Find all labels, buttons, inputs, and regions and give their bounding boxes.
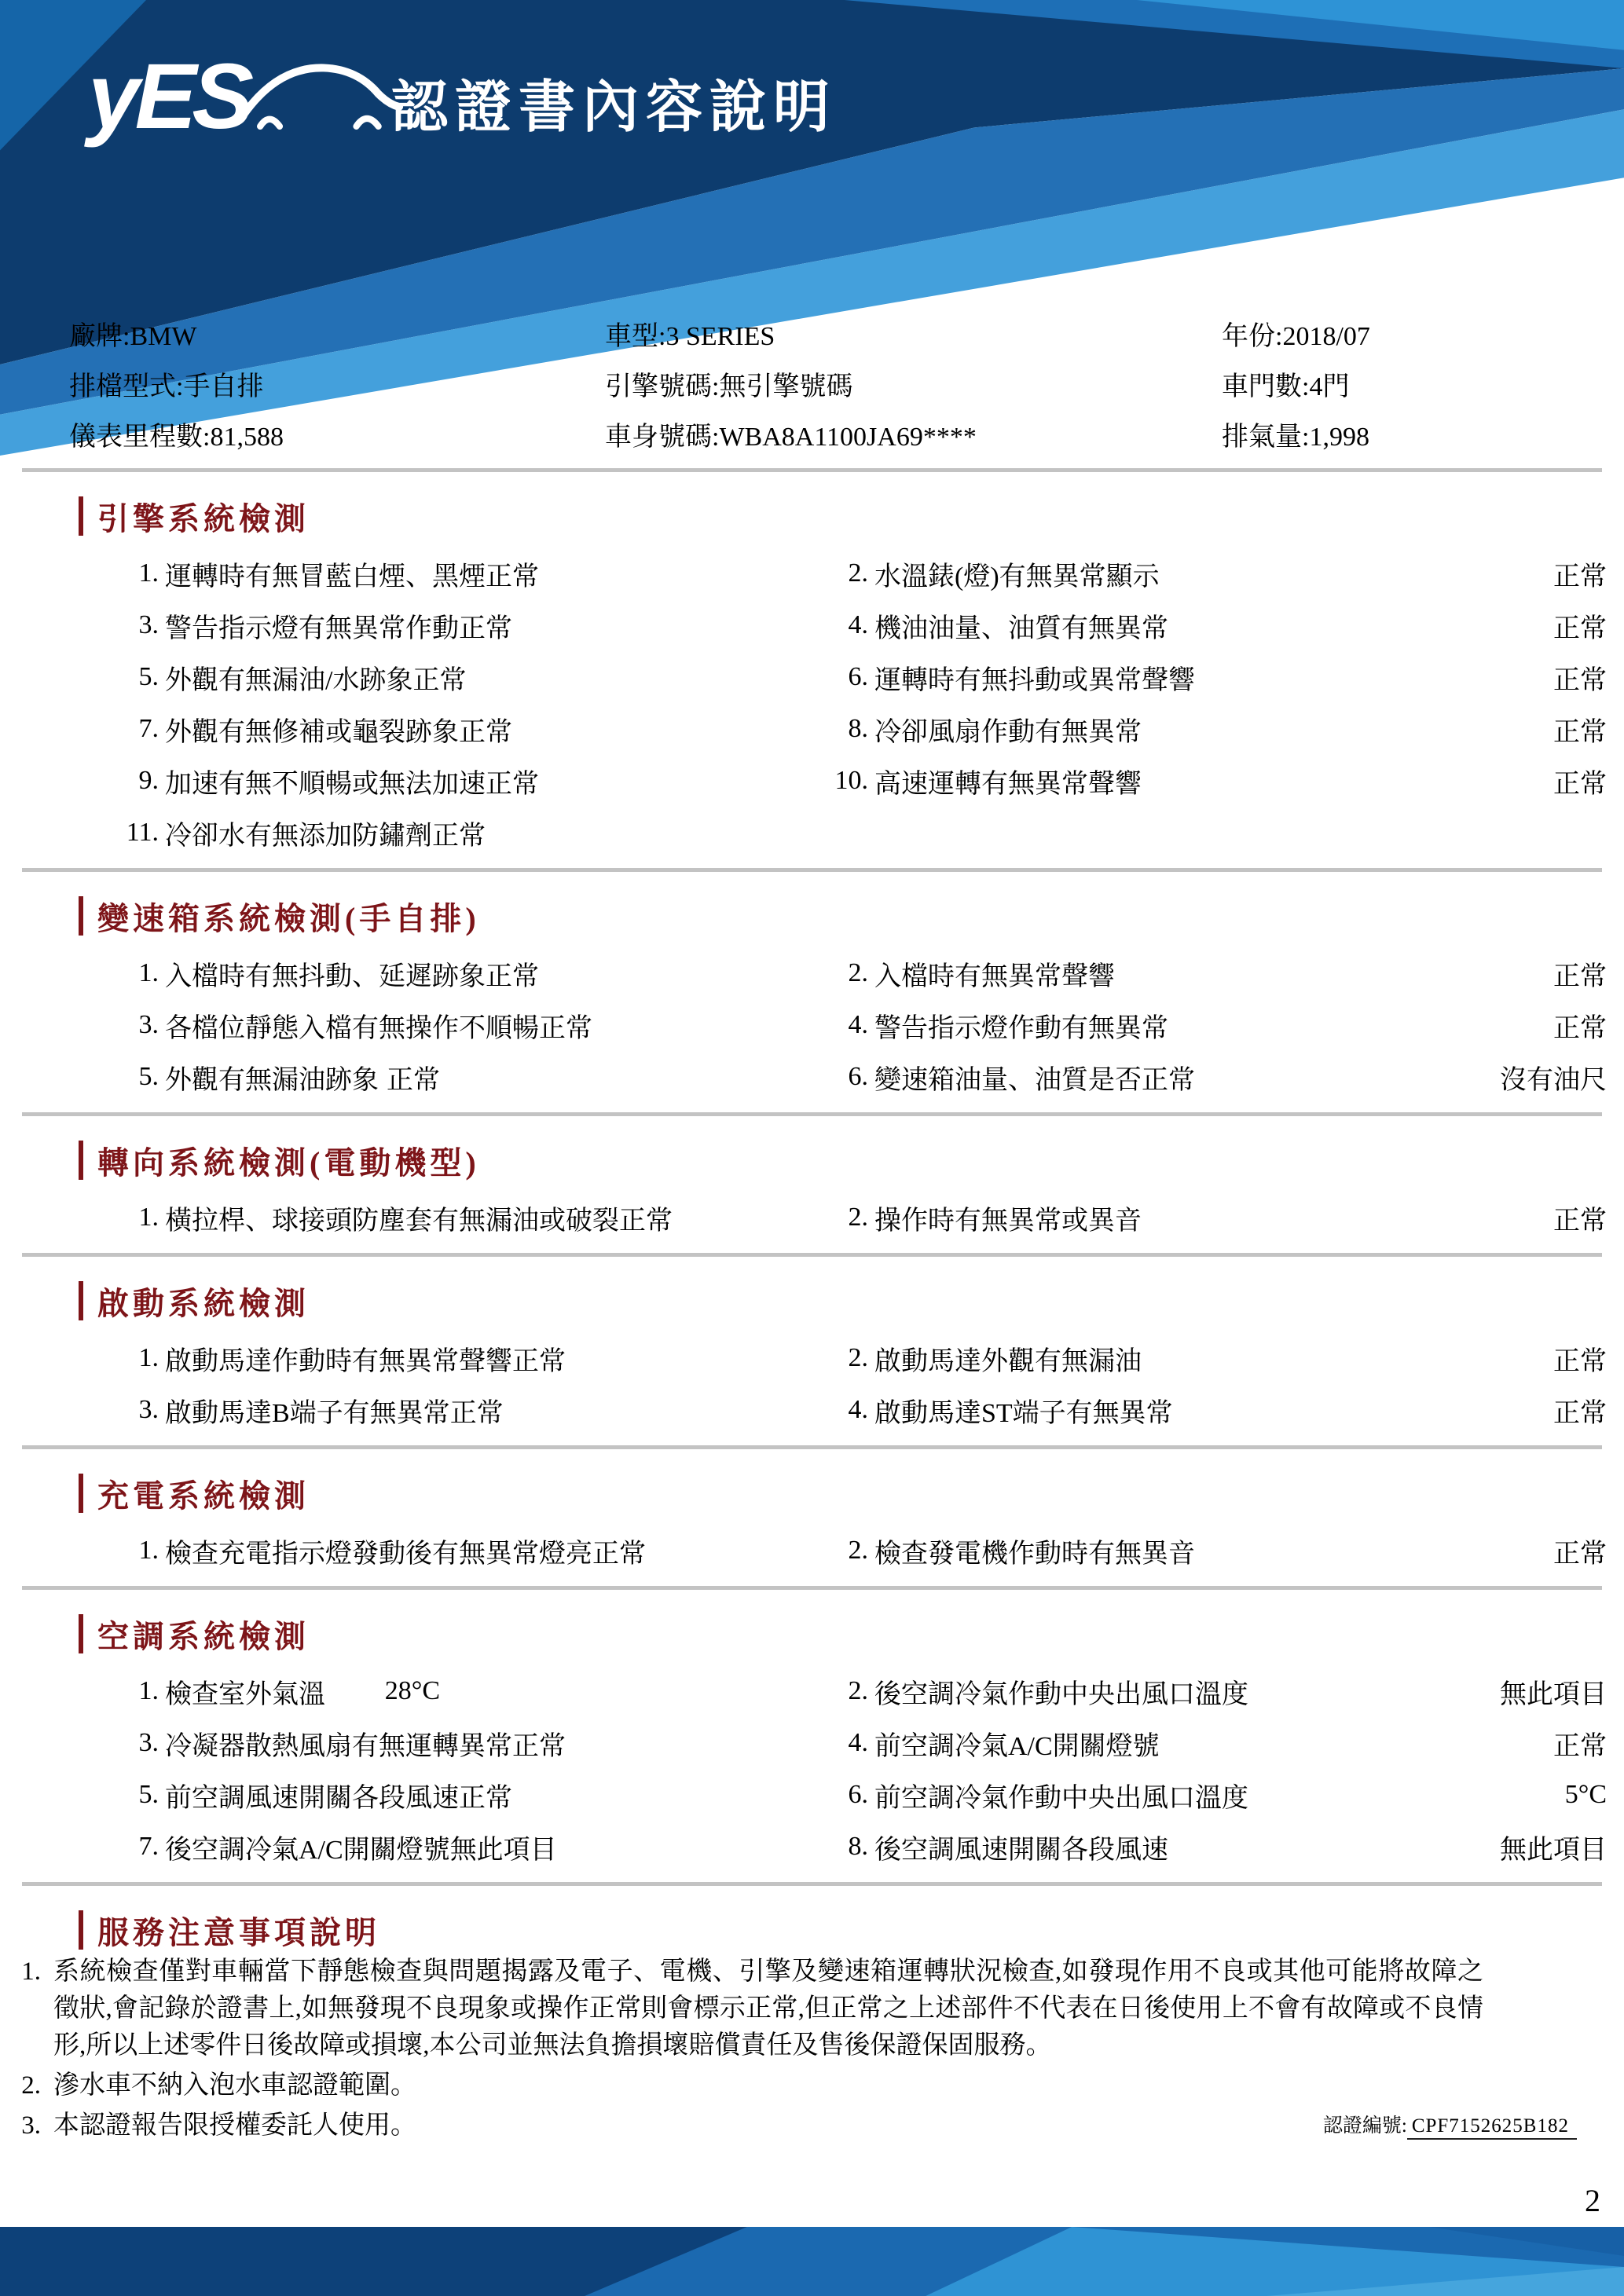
page-title: 認證書內容說明 [391,76,838,139]
inspection-result: 正常 [1553,961,1607,991]
item-number: 3. [138,1395,159,1424]
item-text: 入檔時有無抖動、延遲跡象 [165,961,486,991]
inspection-item [0,762,539,800]
inspection-result: 正常 [1553,613,1607,643]
inspection-result: 正常 [486,961,539,991]
inspection-result: 正常 [1553,1013,1607,1043]
inspection-item [0,710,512,749]
inspection-result: 正常 [1553,1206,1607,1236]
item-number: 1. [138,558,159,588]
item-text: 加速有無不順暢或無法加速 [165,769,486,799]
certificate-number: CPF7152625B182 [1407,2115,1577,2140]
item-text: 運轉時有無抖動或異常聲響 [874,665,1195,695]
section-rows [0,1665,1624,1873]
item-text: 後空調冷氣作動中央出風口溫度 [874,1679,1248,1709]
item-text: 前空調冷氣A/C開關燈號 [874,1731,1160,1761]
section-header [79,1473,1624,1514]
inspection-item [0,1532,646,1570]
section-header [79,1280,1624,1321]
vehicle-info-field: 車身號碼:WBA8A1100JA69**** [605,422,977,452]
inspection-item [0,555,539,593]
item-number: 3. [138,1010,159,1039]
item-number: 1. [138,1203,159,1232]
inspection-result: 正常 [486,562,539,591]
item-number: 5. [138,1062,159,1091]
item-number: 2. [848,958,868,987]
section-header [79,1140,1624,1181]
inspection-result: 正常 [619,1206,673,1236]
inspection-result: 5°C [1564,1780,1607,1809]
inspection-result: 無此項目 [449,1835,557,1865]
inspection-sections [0,496,1624,1886]
item-number: 7. [138,714,159,743]
inspection-item [0,1828,557,1866]
item-text: 冷卻水有無添加防鏽劑 [165,821,432,851]
inspection-row [0,999,1624,1051]
inspection-item [0,814,486,852]
inspection-item [0,1339,566,1378]
item-number: 4. [848,1395,868,1424]
inspection-row [0,755,1624,807]
inspection-result: 正常 [1553,1398,1607,1428]
vehicle-info-row [69,408,1624,459]
inspection-item [440,555,1607,593]
item-number: 1. [138,1343,159,1372]
divider-line [22,1882,1602,1886]
item-number: 11. [126,818,159,847]
inspection-result: 正常 [412,665,467,695]
inspection-row [0,1717,1624,1769]
inspection-row [0,1051,1624,1103]
item-text: 橫拉桿、球接頭防塵套有無漏油或破裂 [165,1206,619,1236]
section-rows [0,1525,1624,1576]
section-accent-bar [79,896,83,936]
inspection-row [0,1665,1624,1717]
vehicle-info-field: 車型:3 SERIES [605,321,775,351]
inspection-item [440,1391,1607,1430]
item-text: 啟動馬達B端子有無異常 [165,1398,450,1428]
vehicle-info-field: 廠牌:BMW [69,321,197,351]
inspection-result: 正常 [512,1731,566,1761]
note-text: 系統檢查僅對車輛當下靜態檢查與問題揭露及電子、電機、引擎及變速箱運轉狀況檢查,如發現作用不良或其他可能將故障之徵狀,會記錄於證書上,如無發現不良現象或操作正常則會標示正常,但正常之上述部件不代表在日後使用上不會有故障或不良情形,所以上述零件日後故障或損壞,本公司並無法負擔損壞賠償責任及售後保證保固服務。 [53,1957,1483,2060]
vehicle-info-field: 引擎號碼:無引擎號碼 [605,372,853,401]
inspection-item [0,1058,440,1097]
divider-line [22,868,1602,872]
inspection-item [440,658,1607,697]
note-text: 本認證報告限授權委託人使用。 [53,2111,416,2140]
inspection-result: 正常 [486,769,539,799]
inspection-row [0,947,1624,999]
inspection-item [0,1672,440,1711]
item-number: 1. [138,958,159,987]
item-text: 警告指示燈作動有無異常 [874,1013,1168,1043]
inspection-row [0,1384,1624,1436]
item-text: 操作時有無異常或異音 [874,1206,1142,1236]
item-text: 高速運轉有無異常聲響 [874,769,1142,799]
inspection-result: 正常 [1553,1731,1607,1761]
note-number: 3. [21,2111,41,2140]
vehicle-info-field: 年份:2018/07 [1222,321,1370,351]
section-accent-bar [79,1614,83,1653]
item-text: 啟動馬達ST端子有無異常 [874,1398,1173,1428]
section-header [79,496,1624,536]
item-number: 2. [848,1676,868,1705]
inspection-item [440,1058,1607,1097]
inspection-result: 正常 [1553,1346,1607,1376]
inspection-row [0,651,1624,703]
item-text: 變速箱油量、油質是否正常 [874,1065,1195,1095]
item-number: 5. [138,662,159,691]
item-number: 8. [848,714,868,743]
service-notes [0,1910,1624,2144]
item-text: 檢查充電指示燈發動後有無異常燈亮 [165,1539,592,1569]
item-text: 冷凝器散熱風扇有無運轉異常 [165,1731,512,1761]
inspection-item [440,1776,1607,1814]
inspection-item [440,1006,1607,1045]
inspection-row [0,703,1624,755]
inspection-result: 正常 [1553,665,1607,695]
item-text: 檢查室外氣溫 [165,1679,325,1709]
item-number: 4. [848,610,868,639]
page-number: 2 [1585,2183,1600,2218]
section-title: 空調系統檢測 [97,1618,310,1654]
vehicle-info-row [69,358,1624,408]
item-text: 各檔位靜態入檔有無操作不順暢 [165,1013,539,1043]
inspection-row [0,1525,1624,1576]
section-rows [0,1332,1624,1436]
inspection-item [0,1391,504,1430]
inspection-row [0,1332,1624,1384]
inspection-item [0,1006,592,1045]
section-rows [0,547,1624,859]
inspection-item [440,1532,1607,1570]
service-note [0,2067,1624,2104]
section-title: 啟動系統檢測 [97,1285,310,1321]
divider-line [22,1445,1602,1449]
item-text: 入檔時有無異常聲響 [874,961,1115,991]
footer-banner [0,2227,1624,2296]
section-header [79,895,1624,936]
item-number: 5. [138,1780,159,1809]
inspection-item [0,954,539,993]
item-number: 10. [834,766,868,795]
vehicle-info-field: 儀表里程數:81,588 [69,422,284,452]
item-number: 1. [138,1676,159,1705]
inspection-item [440,606,1607,645]
section-title: 充電系統檢測 [97,1478,310,1514]
vehicle-info [0,308,1624,459]
section-accent-bar [79,1141,83,1180]
inspection-result: 正常 [1553,769,1607,799]
inspection-result: 無此項目 [1500,1679,1607,1709]
inspection-result: 正常 [1553,717,1607,747]
section-title: 引擎系統檢測 [97,500,310,536]
item-number: 6. [848,662,868,691]
divider-line [22,1586,1602,1590]
item-number: 6. [848,1062,868,1091]
inspection-result: 正常 [459,1783,512,1813]
item-number: 3. [138,610,159,639]
inspection-item [0,658,467,697]
note-number: 1. [21,1957,41,1986]
item-text: 前空調冷氣作動中央出風口溫度 [874,1783,1248,1813]
inspection-row [0,1821,1624,1873]
item-number: 2. [848,1343,868,1372]
vehicle-info-field: 排氣量:1,998 [1222,422,1369,452]
item-text: 啟動馬達作動時有無異常聲響 [165,1346,512,1376]
vehicle-info-field: 車門數:4門 [1222,372,1350,401]
inspection-row [0,599,1624,651]
section-accent-bar [79,1281,83,1320]
section-accent-bar [79,1474,83,1513]
inspection-result: 正常 [449,1398,504,1428]
item-text: 檢查發電機作動時有無異音 [874,1539,1195,1569]
item-text: 機油油量、油質有無異常 [874,613,1168,643]
service-note [0,1954,1624,2064]
item-number: 2. [848,1203,868,1232]
item-text: 警告指示燈有無異常作動 [165,613,459,643]
item-text: 前空調風速開關各段風速 [165,1783,459,1813]
item-number: 1. [138,1536,159,1565]
inspection-result: 正常 [459,613,512,643]
section-header [79,1910,1624,1950]
section-title: 服務注意事項說明 [97,1914,380,1950]
inspection-result: 正常 [1553,1539,1607,1569]
item-number: 2. [848,1536,868,1565]
certificate-number-field [1323,2107,1577,2144]
inspection-result: 沒有油尺 [1500,1065,1607,1095]
section-title: 轉向系統檢測(電動機型) [97,1144,480,1181]
divider-line [22,1253,1602,1257]
inspection-result: 正常 [512,1346,566,1376]
divider-line [22,1112,1602,1116]
item-text: 外觀有無修補或龜裂跡象 [165,717,459,747]
inspection-result: 無此項目 [1500,1835,1607,1865]
note-number: 2. [21,2071,41,2100]
inspection-result: 正常 [387,1065,440,1095]
inspection-item [440,1828,1607,1866]
item-number: 6. [848,1780,868,1809]
item-text: 外觀有無漏油/水跡象 [165,665,413,695]
section-rows [0,1192,1624,1243]
inspection-result: 正常 [1553,562,1607,591]
item-text: 水溫錶(燈)有無異常顯示 [874,562,1160,591]
item-text: 後空調風速開關各段風速 [874,1835,1168,1865]
section-accent-bar [79,1910,83,1950]
vehicle-info-field: 排檔型式:手自排 [69,372,264,401]
item-number: 4. [848,1010,868,1039]
vehicle-info-row [69,308,1624,358]
service-note [0,2107,1624,2144]
inspection-item [0,1776,512,1814]
item-text: 後空調冷氣A/C開關燈號 [165,1835,450,1865]
inspection-item [440,1724,1607,1763]
inspection-result: 正常 [539,1013,592,1043]
inspection-result: 正常 [432,821,486,851]
inspection-row [0,1769,1624,1821]
item-number: 2. [848,558,868,588]
item-number: 3. [138,1728,159,1757]
inspection-row [0,1192,1624,1243]
section-title: 變速箱系統檢測(手自排) [97,900,480,936]
item-text: 冷卻風扇作動有無異常 [874,717,1142,747]
inspection-result: 正常 [459,717,512,747]
item-number: 8. [848,1832,868,1861]
inspection-item [440,710,1607,749]
section-header [79,1613,1624,1654]
item-number: 9. [138,766,159,795]
inspection-item [440,1672,1607,1711]
inspection-item [0,1199,673,1237]
note-text: 滲水車不納入泡水車認證範圍。 [53,2071,416,2100]
inspection-item [0,1724,566,1763]
inspection-row [0,807,1624,859]
inspection-result: 正常 [592,1539,646,1569]
item-number: 4. [848,1728,868,1757]
divider-line [22,468,1602,472]
certificate-number-label: 認證編號: [1322,2115,1407,2137]
item-text: 啟動馬達外觀有無漏油 [874,1346,1142,1376]
item-text: 外觀有無漏油跡象 [165,1065,379,1095]
section-accent-bar [79,496,83,536]
section-rows [0,947,1624,1103]
inspection-result: 28°C [384,1676,440,1705]
inspection-item [440,954,1607,993]
yes-logo-text: yES [88,45,250,148]
inspection-item [440,1339,1607,1378]
inspection-row [0,547,1624,599]
inspection-item [0,606,512,645]
item-number: 7. [138,1832,159,1861]
inspection-item [440,1199,1607,1237]
inspection-item [440,762,1607,800]
item-text: 運轉時有無冒藍白煙、黑煙 [165,562,486,591]
